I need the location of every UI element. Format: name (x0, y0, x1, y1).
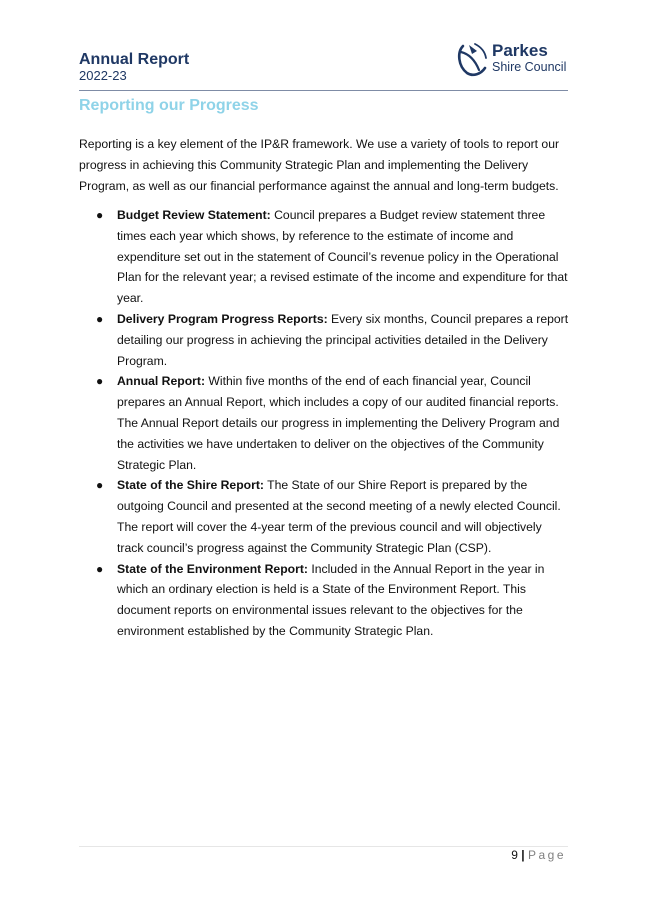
intro-paragraph: Reporting is a key element of the IP&R framework. We use a variety of tools to report our progress in achieving this Community Strategic Plan and implementing the Delivery Program, as well as our financial performance against the annual and long-term budgets. (79, 137, 560, 193)
page-label: Page (527, 848, 566, 862)
bullet-icon: ● (96, 374, 104, 389)
page-footer (511, 847, 566, 863)
footer-divider (79, 846, 568, 847)
bullet-text: Council prepares a Budget review statement three times each year which shows, by reference to the estimate of income and expenditure set out in the statement of Council’s revenue policy in the Operational Plan for the relevant year; a revised estimate of the income and expenditure for that year. (117, 208, 568, 306)
bullet-text: Every six months, Council prepares a report detailing our progress in achieving the principal activities detailed in the Delivery Program. (117, 311, 569, 368)
page-number: 9 (511, 848, 518, 862)
bullet-icon: ● (96, 208, 104, 222)
list-item-state-of-shire (79, 475, 569, 558)
bullet-term: State of the Shire Report: (117, 478, 264, 493)
logo-text-parkes: Parkes (492, 41, 548, 60)
bullet-term: Budget Review Statement: (117, 208, 271, 222)
bullet-term: State of the Environment Report: (117, 561, 308, 576)
parkes-swoosh-logo-icon (455, 42, 491, 78)
council-logo (455, 42, 571, 78)
footer-separator: | (521, 848, 525, 862)
list-item-annual-report (79, 371, 569, 475)
bullet-icon: ● (96, 478, 104, 493)
report-year: 2022-23 (79, 68, 127, 83)
bullet-text: The State of our Shire Report is prepared by the outgoing Council and presented at the second meeting of a newly elected Council. The report will cover the 4-year term of the previous council and will objectively track council’s progress against the Community Strategic Plan (CSP). (117, 478, 561, 555)
section-heading: Reporting our Progress (79, 97, 259, 114)
bullet-text: Included in the Annual Report in the year in which an ordinary election is held is a State of the Environment Report. This document reports on environmental issues relevant to the objectives for the environment established by the Community Strategic Plan. (117, 561, 545, 638)
bullet-term: Delivery Program Progress Reports: (117, 311, 328, 326)
logo-text-shire-council: Shire Council (492, 60, 567, 74)
list-item-delivery-program (79, 309, 569, 371)
report-title: Annual Report (79, 51, 190, 68)
bullet-term: Annual Report: (117, 374, 206, 389)
header-divider (79, 90, 568, 91)
bullet-text: Within five months of the end of each financial year, Council prepares an Annual Report, which includes a copy of our audited financial reports. The Annual Report details our progress in implementing the Delivery Program and the activities we have undertaken to deliver on the objectives of the Community Strategic Plan. (117, 374, 560, 472)
bullet-icon: ● (96, 311, 104, 326)
list-item-budget-review (79, 205, 569, 309)
bullet-icon: ● (96, 561, 104, 576)
reporting-tools-list (79, 205, 569, 642)
list-item-state-of-environment (79, 559, 569, 642)
